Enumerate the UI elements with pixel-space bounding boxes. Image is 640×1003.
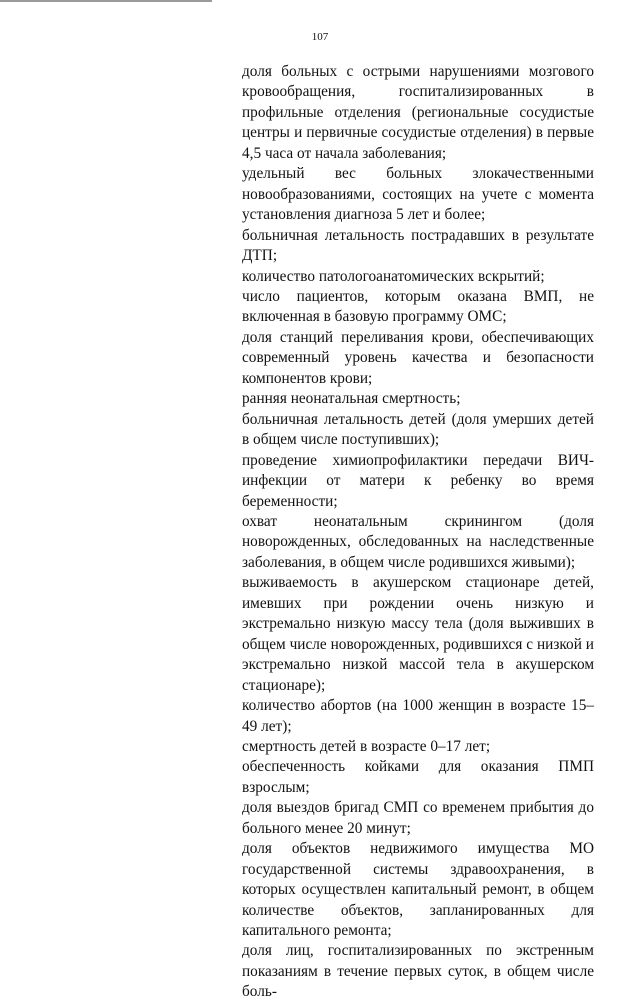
list-item: обеспеченность койками для оказания ПМП взрослым; <box>242 758 594 796</box>
list-item: количество абортов (на 1000 женщин в возрасте 15–49 лет); <box>242 697 594 735</box>
list-item: проведение химиопрофилактики передачи ВИЧ-инфекции от матери к ребенку во время беременности; <box>242 451 594 510</box>
list-item: смертность детей в возрасте 0–17 лет; <box>242 737 491 755</box>
page-number: 107 <box>311 31 329 43</box>
list-item: ранняя неонатальная смертность; <box>242 390 461 408</box>
list-item: доля объектов недвижимого имущества МО государственной системы здравоохранения, в которых осуществлен капитальный ремонт, в общем количестве объектов, запланированных для капитального ремонта; <box>242 840 594 940</box>
list-item: доля больных с острыми нарушениями мозгового кровообращения, госпитализированных в профильные отделения (региональные сосудистые центры и первичные сосудистые отделения) в первые 4,5 часа от начала заболевания; <box>242 63 594 162</box>
list-item: выживаемость в акушерском стационаре детей, имевших при рождении очень низкую и экстремально низкую массу тела (доля выживших в общем числе новорожденных, родившихся с низкой и экстремально низкой массой тела в акушерском стационаре); <box>242 574 594 694</box>
indicator-list <box>242 62 594 1003</box>
list-item: число пациентов, которым оказана ВМП, не включенная в базовую программу ОМС; <box>242 287 594 326</box>
list-item: больничная летальность детей (доля умерших детей в общем числе поступивших); <box>242 410 594 449</box>
top-rule <box>0 0 212 2</box>
list-item: удельный вес больных злокачественными новообразованиями, состоящих на учете с момента установления диагноза 5 лет и более; <box>242 165 594 224</box>
list-item: доля станций переливания крови, обеспечивающих современный уровень качества и безопасности компонентов крови; <box>242 328 594 387</box>
list-item: доля лиц, госпитализированных по экстренным показаниям в течение первых суток, в общем числе боль- <box>242 942 594 1001</box>
list-item: охват неонатальным скринингом (доля новорожденных, обследованных на наследственные заболевания, в общем числе родившихся живыми); <box>242 512 594 571</box>
list-item: доля выездов бригад СМП со временем прибытия до больного менее 20 минут; <box>242 799 594 837</box>
list-item: количество патологоанатомических вскрытий; <box>242 267 545 285</box>
list-item: больничная летальность пострадавших в результате ДТП; <box>242 226 594 265</box>
